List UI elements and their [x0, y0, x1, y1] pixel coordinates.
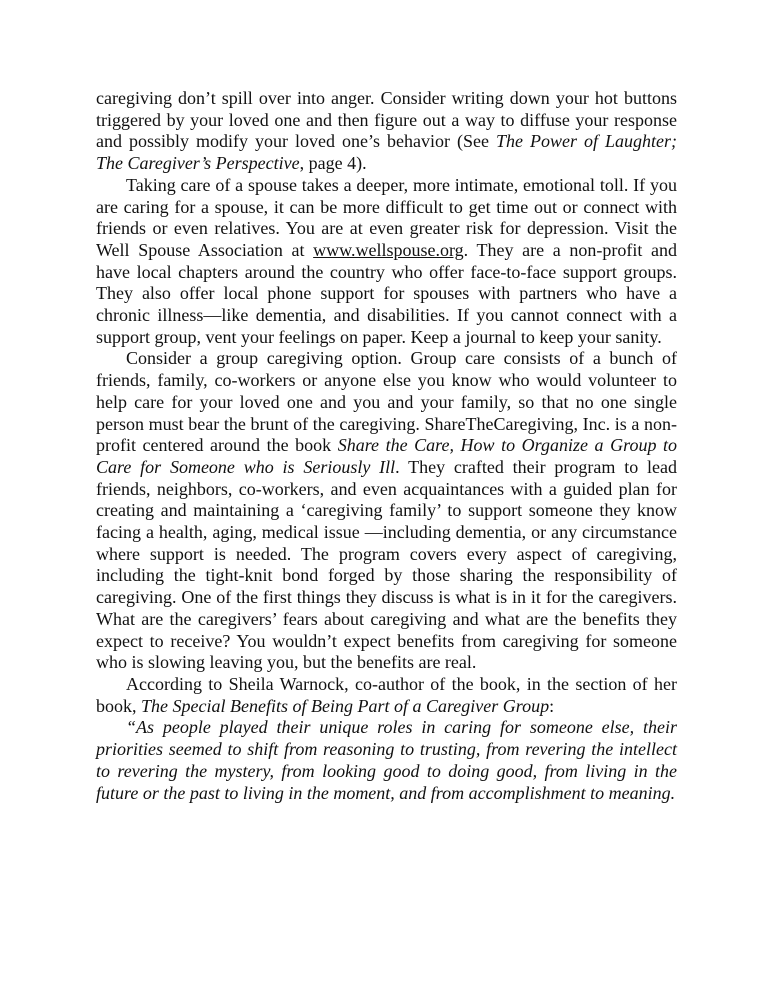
paragraph-spouse	[96, 175, 677, 349]
paragraph-text: Taking care of a spouse takes a deeper, more intimate, emotional toll. If you are caring for a spouse, it can be more difficult to get time out or connect with friends or even relatives. You are at even greater risk for depression. Visit the Well Spouse Association at	[96, 174, 677, 260]
paragraph-text: According to Sheila Warnock, co-author of the book, in the section of her book,	[96, 673, 677, 716]
book-title: Share the Care, How to Organize a Group to Care for Someone who is Seriously Ill	[96, 435, 678, 477]
block-quote: “As people played their unique roles in caring for someone else, their priorities seemed to shift from reasoning to trusting, from revering the intellect to revering the mystery, from looking good to doing good, from living in the future or the past to living in the moment, and from accomplishment to meaning.	[96, 717, 677, 803]
well-spouse-link[interactable]: www.wellspouse.org	[313, 239, 464, 260]
paragraph-group-care	[96, 348, 677, 674]
paragraph-text: . They crafted their program to lead friends, neighbors, co-workers, and even acquaintances with a guided plan for creating and maintaining a ‘caregiving family’ to support someone they know facing a health, aging, medical issue —including dementia, or any circumstance where support is needed. The program covers every aspect of caregiving, including the tight-knit bond forged by those sharing the responsibility of caregiving. One of the first things they discuss is what is in it for the caregivers. What are the caregivers’ fears about caregiving and what are the benefits they expect to receive? You wouldn’t expect benefits from caregiving for someone who is slowing leaving you, but the benefits are real.	[96, 456, 677, 673]
paragraph-warnock	[96, 674, 677, 717]
paragraph-anger	[96, 88, 677, 175]
book-title: The Power of Laughter; The Caregiver’s Perspective	[96, 131, 677, 174]
paragraph-text: caregiving don’t spill over into anger. Consider writing down your hot buttons triggered by your loved one and then figure out a way to diffuse your response and possibly modify your loved one’s behavior (See	[96, 88, 677, 152]
paragraph-text: , page 4).	[299, 153, 367, 174]
paragraph-text: :	[549, 695, 555, 716]
document-page	[96, 88, 677, 804]
section-title: The Special Benefits of Being Part of a Caregiver Group	[141, 695, 550, 716]
paragraph-text: Consider a group caregiving option. Group care consists of a bunch of friends, family, co-workers or anyone else you know who would volunteer to help care for your loved one and you and your family, so that no one single person must bear the brunt of the caregiving. ShareTheCaregiving, Inc. is a non-profit centered around the book	[96, 348, 677, 456]
paragraph-text: . They are a non-profit and have local chapters around the country who offer face-to-face support groups. They also offer local phone support for spouses with partners who have a chronic illness—like dementia, and disabilities. If you cannot connect with a support group, vent your feelings on paper. Keep a journal to keep your sanity.	[96, 239, 677, 347]
